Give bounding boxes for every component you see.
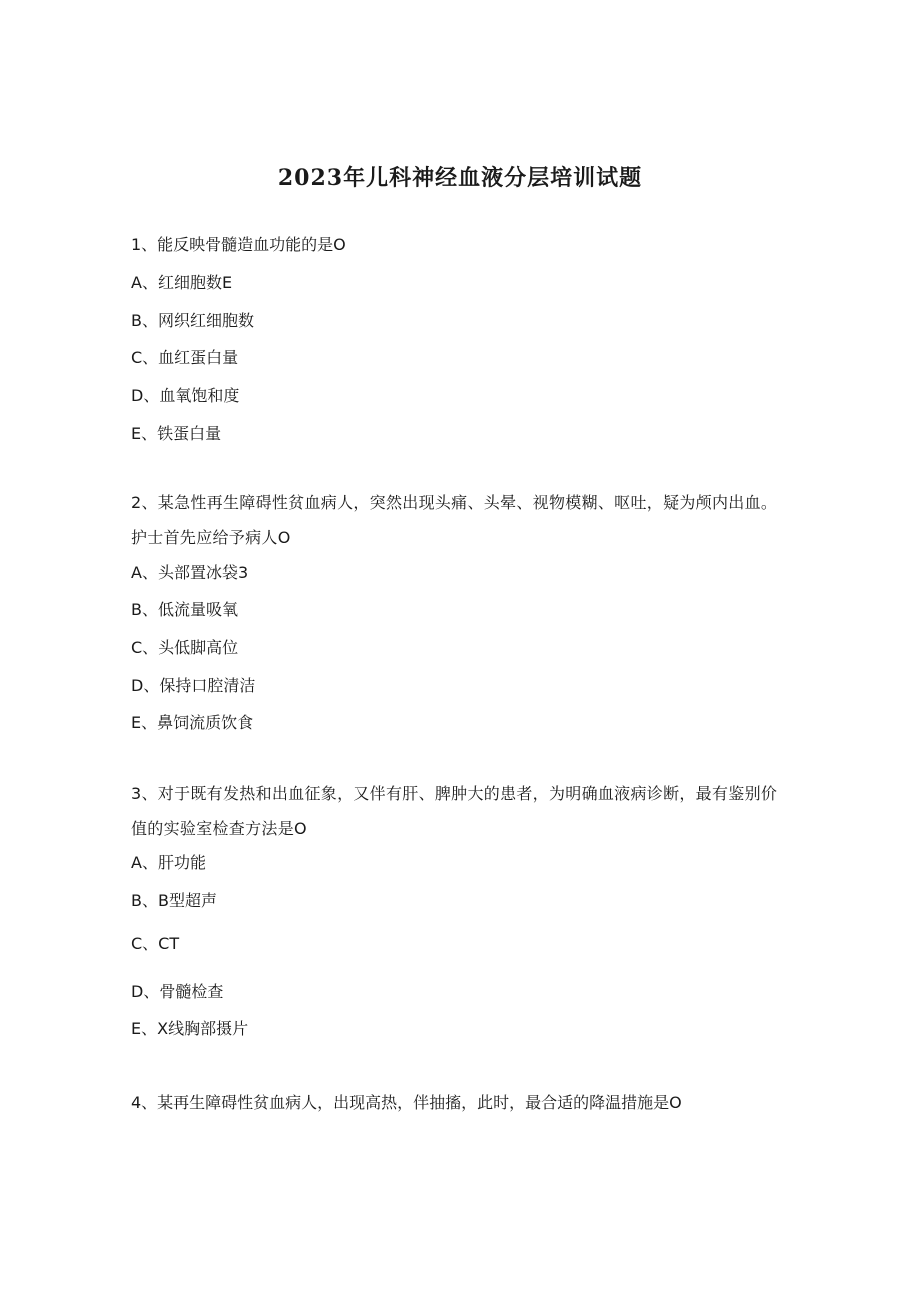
question-2-option-b: B、低流量吸氧 [131, 600, 238, 619]
question-3-option-a: A、肝功能 [131, 853, 206, 872]
question-2-option-d: D、保持口腔清洁 [131, 676, 256, 695]
question-1-option-e: E、铁蛋白量 [131, 424, 222, 443]
question-1-option-d: D、血氧饱和度 [131, 386, 240, 405]
question-2-option-e: E、鼻饲流质饮食 [131, 713, 254, 732]
question-3-option-b: B、B型超声 [131, 891, 217, 910]
document-title: 2023年儿科神经血液分层培训试题 [277, 165, 643, 191]
question-1-option-c: C、血红蛋白量 [131, 348, 239, 367]
question-4-stem: 4、某再生障碍性贫血病人，出现高热，伴抽搐，此时，最合适的降温措施是O [131, 1093, 682, 1112]
question-2-stem: 2、某急性再生障碍性贫血病人，突然出现头痛、头晕、视物模糊、呕吐，疑为颅内出血。护士首先应给予病人O [131, 493, 778, 547]
question-1-option-b: B、网织红细胞数 [131, 311, 254, 330]
question-3-option-e: E、X线胸部摄片 [131, 1019, 249, 1038]
question-1-option-a: A、红细胞数E [131, 273, 233, 292]
question-2-option-a: A、头部置冰袋3 [131, 563, 249, 582]
question-2-option-c: C、头低脚高位 [131, 638, 239, 657]
question-3-stem: 3、对于既有发热和出血征象，又伴有肝、脾肿大的患者，为明确血液病诊断，最有鉴别价值的实验室检查方法是O [131, 784, 778, 838]
question-3-option-d: D、骨髓检查 [131, 982, 224, 1001]
question-1-stem: 1、能反映骨髓造血功能的是O [131, 235, 346, 254]
question-3-option-c: C、CT [131, 934, 180, 953]
